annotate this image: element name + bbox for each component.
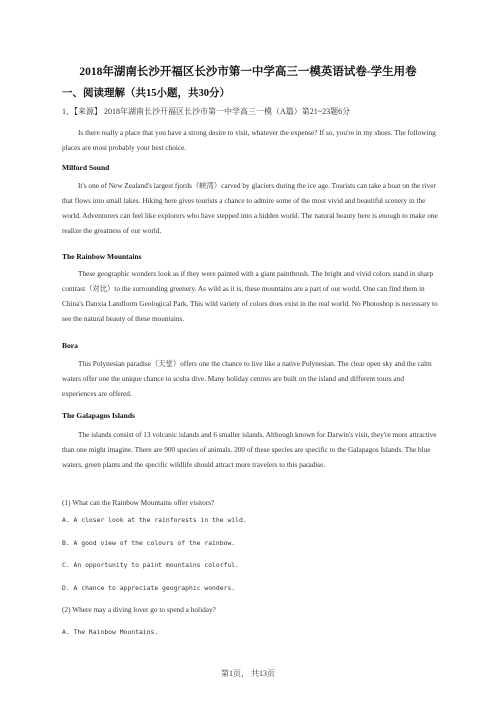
paragraph-galapagos: The islands consist of 13 volcanic islands and 6 smaller islands. Although known for Darwin's visit, they're more attractive than one might imagine. There are 900 species of animals. 200 of these species are specific to the Galapagos Islands. The blue waters, green plants and the specific wildlife should attract more travelers to this paradise. [62, 430, 437, 469]
page-title: 2018年湖南长沙开福区长沙市第一中学高三一模英语试卷-学生用卷 [79, 66, 417, 78]
q2-option-a: A. The Rainbow Mountains. [62, 628, 159, 636]
q1-option-b: B. A good view of the colours of the rainbow. [62, 539, 236, 547]
q1-option-d: D. A chance to appreciate geographic wonders. [62, 584, 236, 592]
question-source: 1、【来源】 2018年湖南长沙开福区长沙市第一中学高三一模（A篇）第21~23题6分 [62, 107, 351, 116]
heading-bora: Bora [62, 341, 78, 350]
question-2: (2) Where may a diving lover go to spend a holiday? [62, 605, 216, 614]
q1-option-a: A. A closer look at the rainforests in the wild. [62, 516, 247, 524]
paragraph-rainbow: These geographic wonders look as if they were painted with a giant paintbrush. The bright and vivid colors stand in sharp contrast（对比）to the surrounding greenery. As wild as it is, these mountains are a part of our world. One can find them in China's Danxia Landform Geological Park. This wild variety of colors does exist in the real world. No Photoshop is necessary to see the natural beauty of these mountains. [62, 269, 438, 323]
heading-milford: Milford Sound [62, 163, 110, 172]
paragraph-bora: This Polynesian paradise（天堂）offers one the chance to live like a native Polynesian. The clear open sky and the calm waters offer one the unique chance to scuba dive. Many holiday centres are built on the island and different tours and experiences are offered. [62, 359, 432, 398]
question-1: (1) What can the Rainbow Mountains offer visitors? [62, 498, 215, 507]
intro-paragraph: Is there really a place that you have a strong desire to visit, whatever the expense? If so, you're in my shoes. The following places are most probably your best choice. [62, 128, 436, 152]
heading-rainbow: The Rainbow Mountains [62, 252, 142, 261]
q1-option-c: C. An opportunity to paint mountains colorful. [62, 561, 239, 569]
section-heading: 一、阅读理解（共15小题，共30分） [62, 88, 230, 99]
heading-galapagos: The Galapagos Islands [62, 411, 135, 420]
paragraph-milford: It's one of New Zealand's largest fjords（峡湾）carved by glaciers during the ice age. Tourists can take a boat on the river that flows into small lakes. Hiking here gives tourists a chance to admire some of the most vivid and beautiful scenery in the world. Adventurers can feel like explorers who have stepped into a hidden world. The natural beauty here is enough to make one realize the greatness of our world. [62, 181, 438, 235]
page-footer: 第1页， 共13页 [221, 669, 275, 678]
